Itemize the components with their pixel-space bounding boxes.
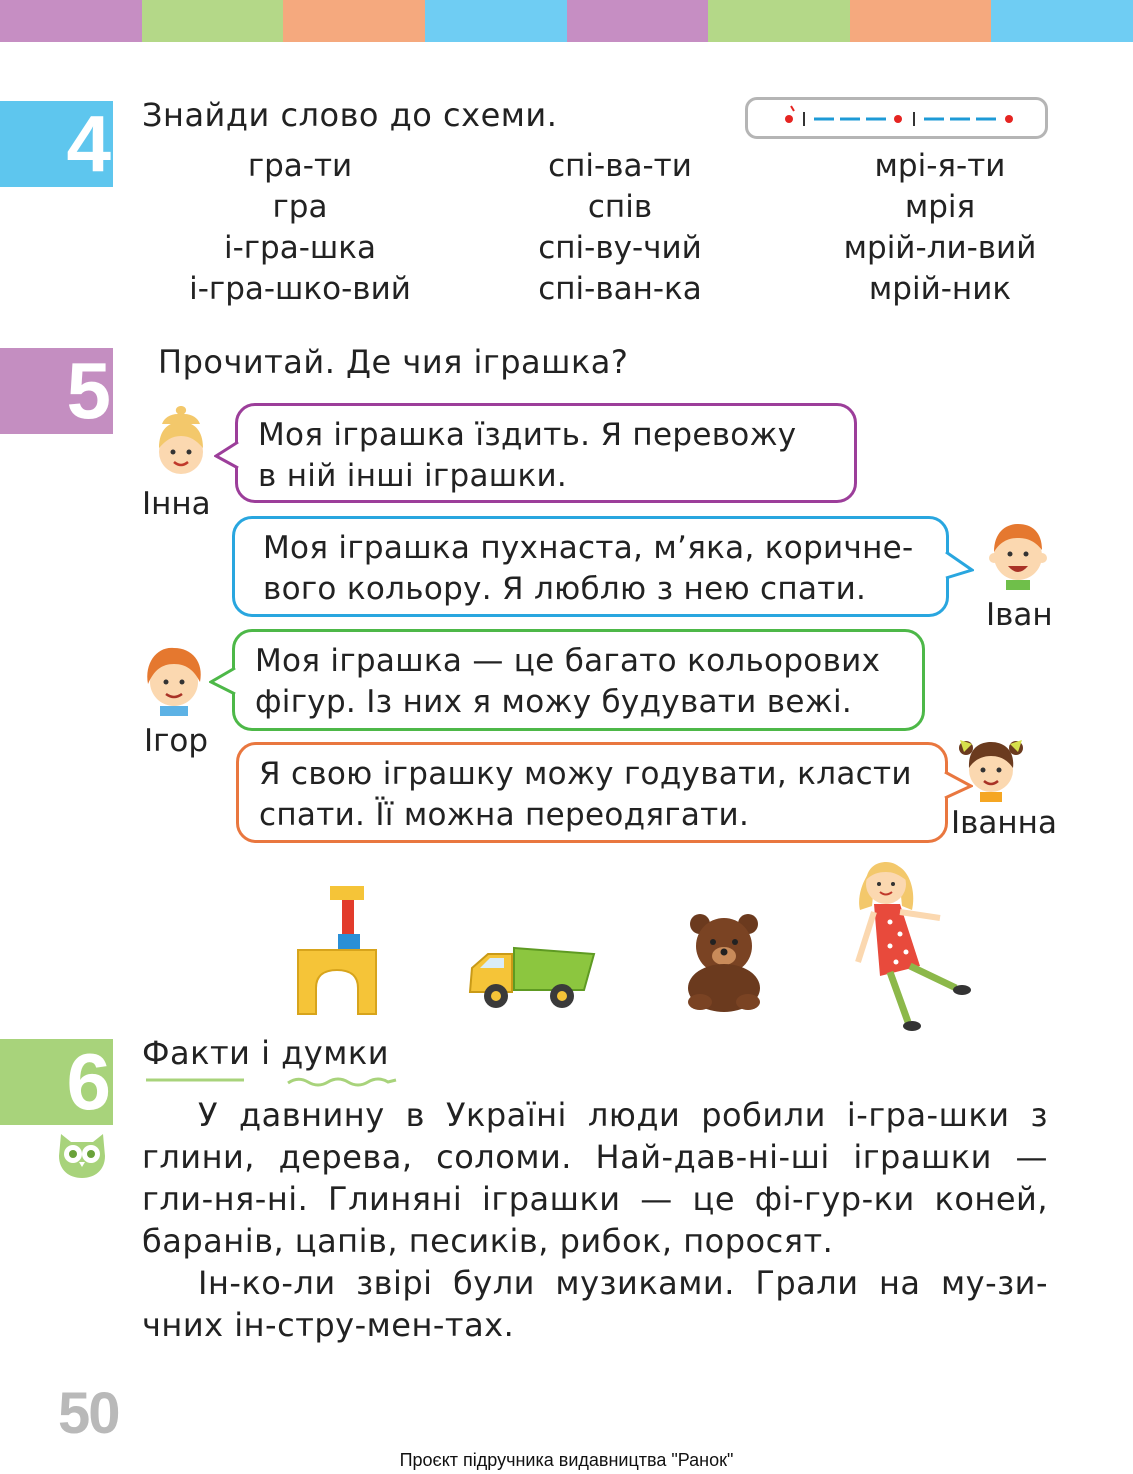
- task-4-heading: Знайди слово до схеми.: [142, 96, 558, 134]
- word: спів: [587, 189, 653, 225]
- word: і-гра-шка: [223, 230, 377, 266]
- word-column-2: [500, 146, 740, 310]
- task-5-heading: Прочитай. Де чия іграшка?: [158, 343, 629, 381]
- color-stripe: [850, 0, 992, 42]
- bubble-tail: [944, 550, 974, 580]
- speaker-name: Ігор: [144, 723, 209, 759]
- speaker-name: Іван: [986, 597, 1053, 633]
- task-6-number: 6: [0, 1039, 113, 1125]
- word: гра: [272, 189, 328, 225]
- bubble-line: в ній інші іграшки.: [258, 458, 568, 494]
- color-stripe: [142, 0, 284, 42]
- speaker-name: Інна: [142, 486, 211, 522]
- paragraph: У давнину в Україні люди робили і-гра-шки з глини, дерева, соломи. Най-дав-ні-ші іграшки — гли-ня-ні. Глиняні іграшки — це фі-гур-ки коней, баранів, цапів, песиків, рибок, поросят.: [142, 1096, 1048, 1260]
- task-6-heading: [142, 1034, 389, 1072]
- paragraph: Ін-ко-ли звірі були музиками. Грали на му-зи-чних ін-стру-мен-тах.: [142, 1264, 1048, 1344]
- heading-facts: Факти: [142, 1034, 251, 1072]
- word: гра-ти: [247, 148, 353, 184]
- word-column-1: [160, 146, 440, 310]
- bubble-line: фігур. Із них я можу будувати вежі.: [255, 684, 853, 720]
- color-stripe: [991, 0, 1133, 42]
- color-stripe: [425, 0, 567, 42]
- task-5-number: 5: [0, 348, 113, 434]
- color-stripe: [567, 0, 709, 42]
- speech-bubble-ivanna: [236, 742, 948, 843]
- bubble-line: спати. Її можна переодягати.: [259, 797, 750, 833]
- top-color-bar: [0, 0, 1133, 42]
- word: мрій-ли-вий: [843, 230, 1037, 266]
- heading-thoughts: думки: [281, 1034, 389, 1072]
- bubble-line: вого кольору. Я люблю з нею спати.: [263, 571, 867, 607]
- heading-underlines: [144, 1074, 400, 1088]
- syllable-scheme-icon: [748, 100, 1045, 136]
- color-stripe: [283, 0, 425, 42]
- bubble-line: Моя іграшка — це багато кольорових: [255, 643, 881, 679]
- word: мрі-я-ти: [874, 148, 1006, 184]
- word: і-гра-шко-вий: [189, 271, 411, 307]
- owl-icon: [55, 1130, 109, 1180]
- word-column-3: [820, 146, 1060, 310]
- task-4-number: 4: [0, 101, 113, 187]
- girl-inna-icon: [150, 402, 212, 482]
- footer-note: Проєкт підручника видавництва "Ранок": [399, 1450, 734, 1470]
- word: спі-ван-ка: [538, 271, 702, 307]
- blocks-castle-icon: [296, 884, 378, 1016]
- word: спі-ва-ти: [548, 148, 692, 184]
- bubble-line: Моя іграшка їздить. Я перевожу: [258, 417, 797, 453]
- word: мрія: [904, 189, 976, 225]
- speech-bubble-igor: [232, 629, 925, 731]
- reading-text: [142, 1094, 1048, 1346]
- bubble-line: Моя іграшка пухнаста, м’яка, коричне-: [263, 530, 914, 566]
- teddy-bear-icon: [682, 912, 766, 1012]
- speech-bubble-ivan: [232, 516, 949, 617]
- doll-icon: [846, 856, 972, 1034]
- word: спі-ву-чий: [538, 230, 702, 266]
- boy-igor-icon: [136, 640, 212, 718]
- color-stripe: [708, 0, 850, 42]
- color-stripe: [0, 0, 142, 42]
- page-number: 50: [58, 1381, 119, 1446]
- speech-bubble-inna: [235, 403, 857, 503]
- word-scheme: [745, 97, 1048, 139]
- boy-ivan-icon: [982, 512, 1054, 592]
- bubble-tail: [209, 666, 237, 696]
- word: мрій-ник: [868, 271, 1012, 307]
- toy-truck-icon: [466, 936, 596, 1014]
- bubble-tail: [943, 770, 973, 800]
- heading-and: і: [261, 1034, 271, 1072]
- bubble-tail: [214, 440, 240, 470]
- speaker-name: Іванна: [951, 805, 1057, 841]
- bubble-line: Я свою іграшку можу годувати, класти: [259, 756, 912, 792]
